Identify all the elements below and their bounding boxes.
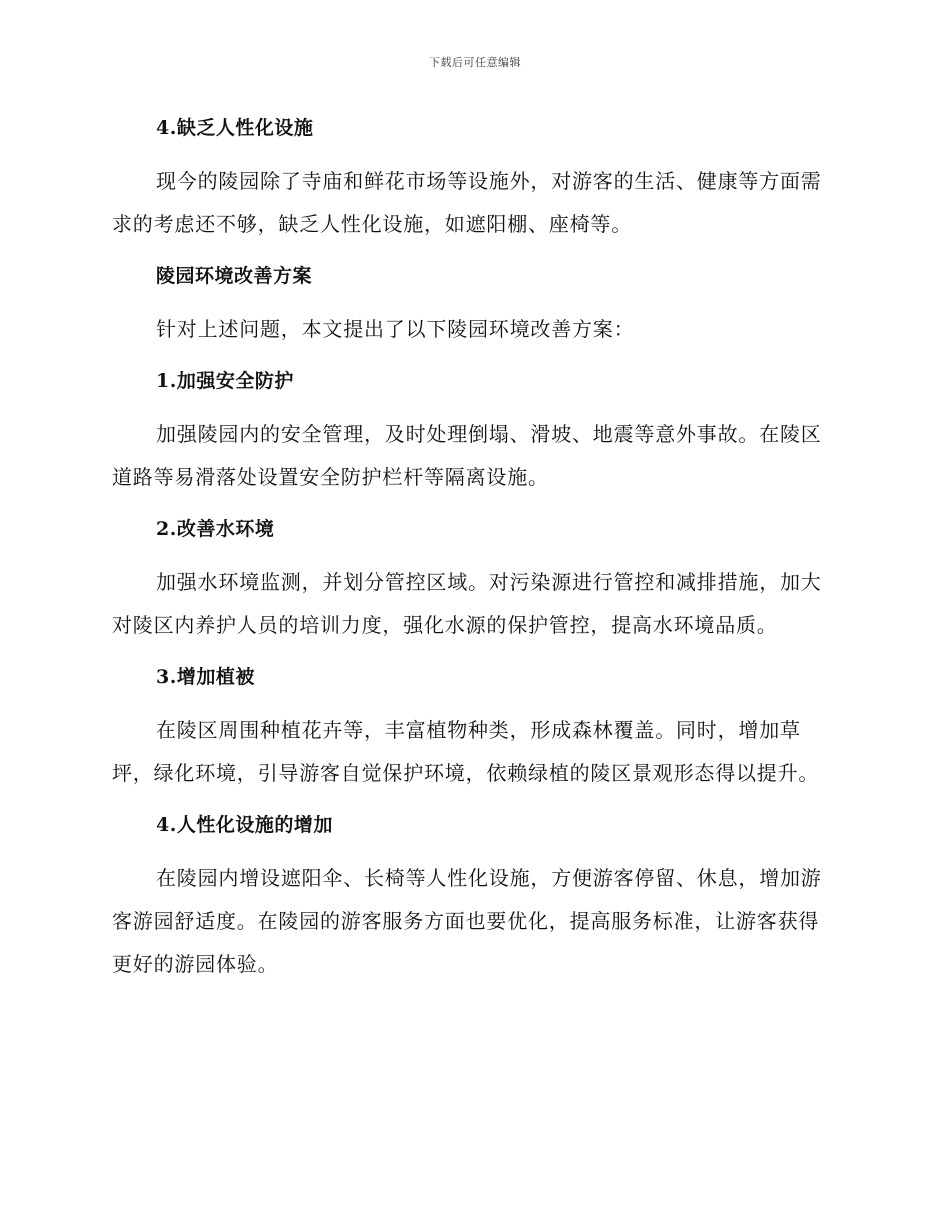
- section-paragraph-water: 加强水环境监测，并划分管控区域。对污染源进行管控和减排措施，加大对陵区内养护人员的培训力度，强化水源的保护管控，提高水环境品质。: [112, 570, 822, 637]
- section-paragraph-safety: 加强陵园内的安全管理，及时处理倒塌、滑坡、地震等意外事故。在陵区道路等易滑落处设置安全防护栏杆等隔离设施。: [112, 422, 822, 489]
- section-paragraph-vegetation: 在陵区周围种植花卉等，丰富植物种类，形成森林覆盖。同时，增加草坪，绿化环境，引导游客自觉保护环境，依赖绿植的陵区景观形态得以提升。: [112, 718, 820, 785]
- section-paragraph-humanized-facilities: 在陵园内增设遮阳伞、长椅等人性化设施，方便游客停留、休息，增加游客游园舒适度。在陵园的游客服务方面也要优化，提高服务标准，让游客获得更好的游园体验。: [112, 866, 822, 976]
- section-paragraph-improvement-plan: 针对上述问题，本文提出了以下陵园环境改善方案：: [156, 317, 635, 341]
- document-body: [112, 108, 832, 996]
- section-paragraph-missing-facilities: 现今的陵园除了寺庙和鲜花市场等设施外，对游客的生活、健康等方面需求的考虑还不够，缺乏人性化设施，如遮阳棚、座椅等。: [112, 169, 822, 236]
- page-header-note: 下载后可任意编辑: [429, 56, 521, 69]
- section-heading-missing-facilities: 4.缺乏人性化设施: [156, 117, 314, 139]
- section-heading-vegetation: 3.增加植被: [156, 666, 255, 688]
- section-heading-water: 2.改善水环境: [156, 518, 275, 540]
- section-heading-improvement-plan: 陵园环境改善方案: [156, 265, 313, 287]
- section-heading-safety: 1.加强安全防护: [156, 370, 294, 392]
- section-heading-humanized-facilities: 4.人性化设施的增加: [156, 814, 333, 836]
